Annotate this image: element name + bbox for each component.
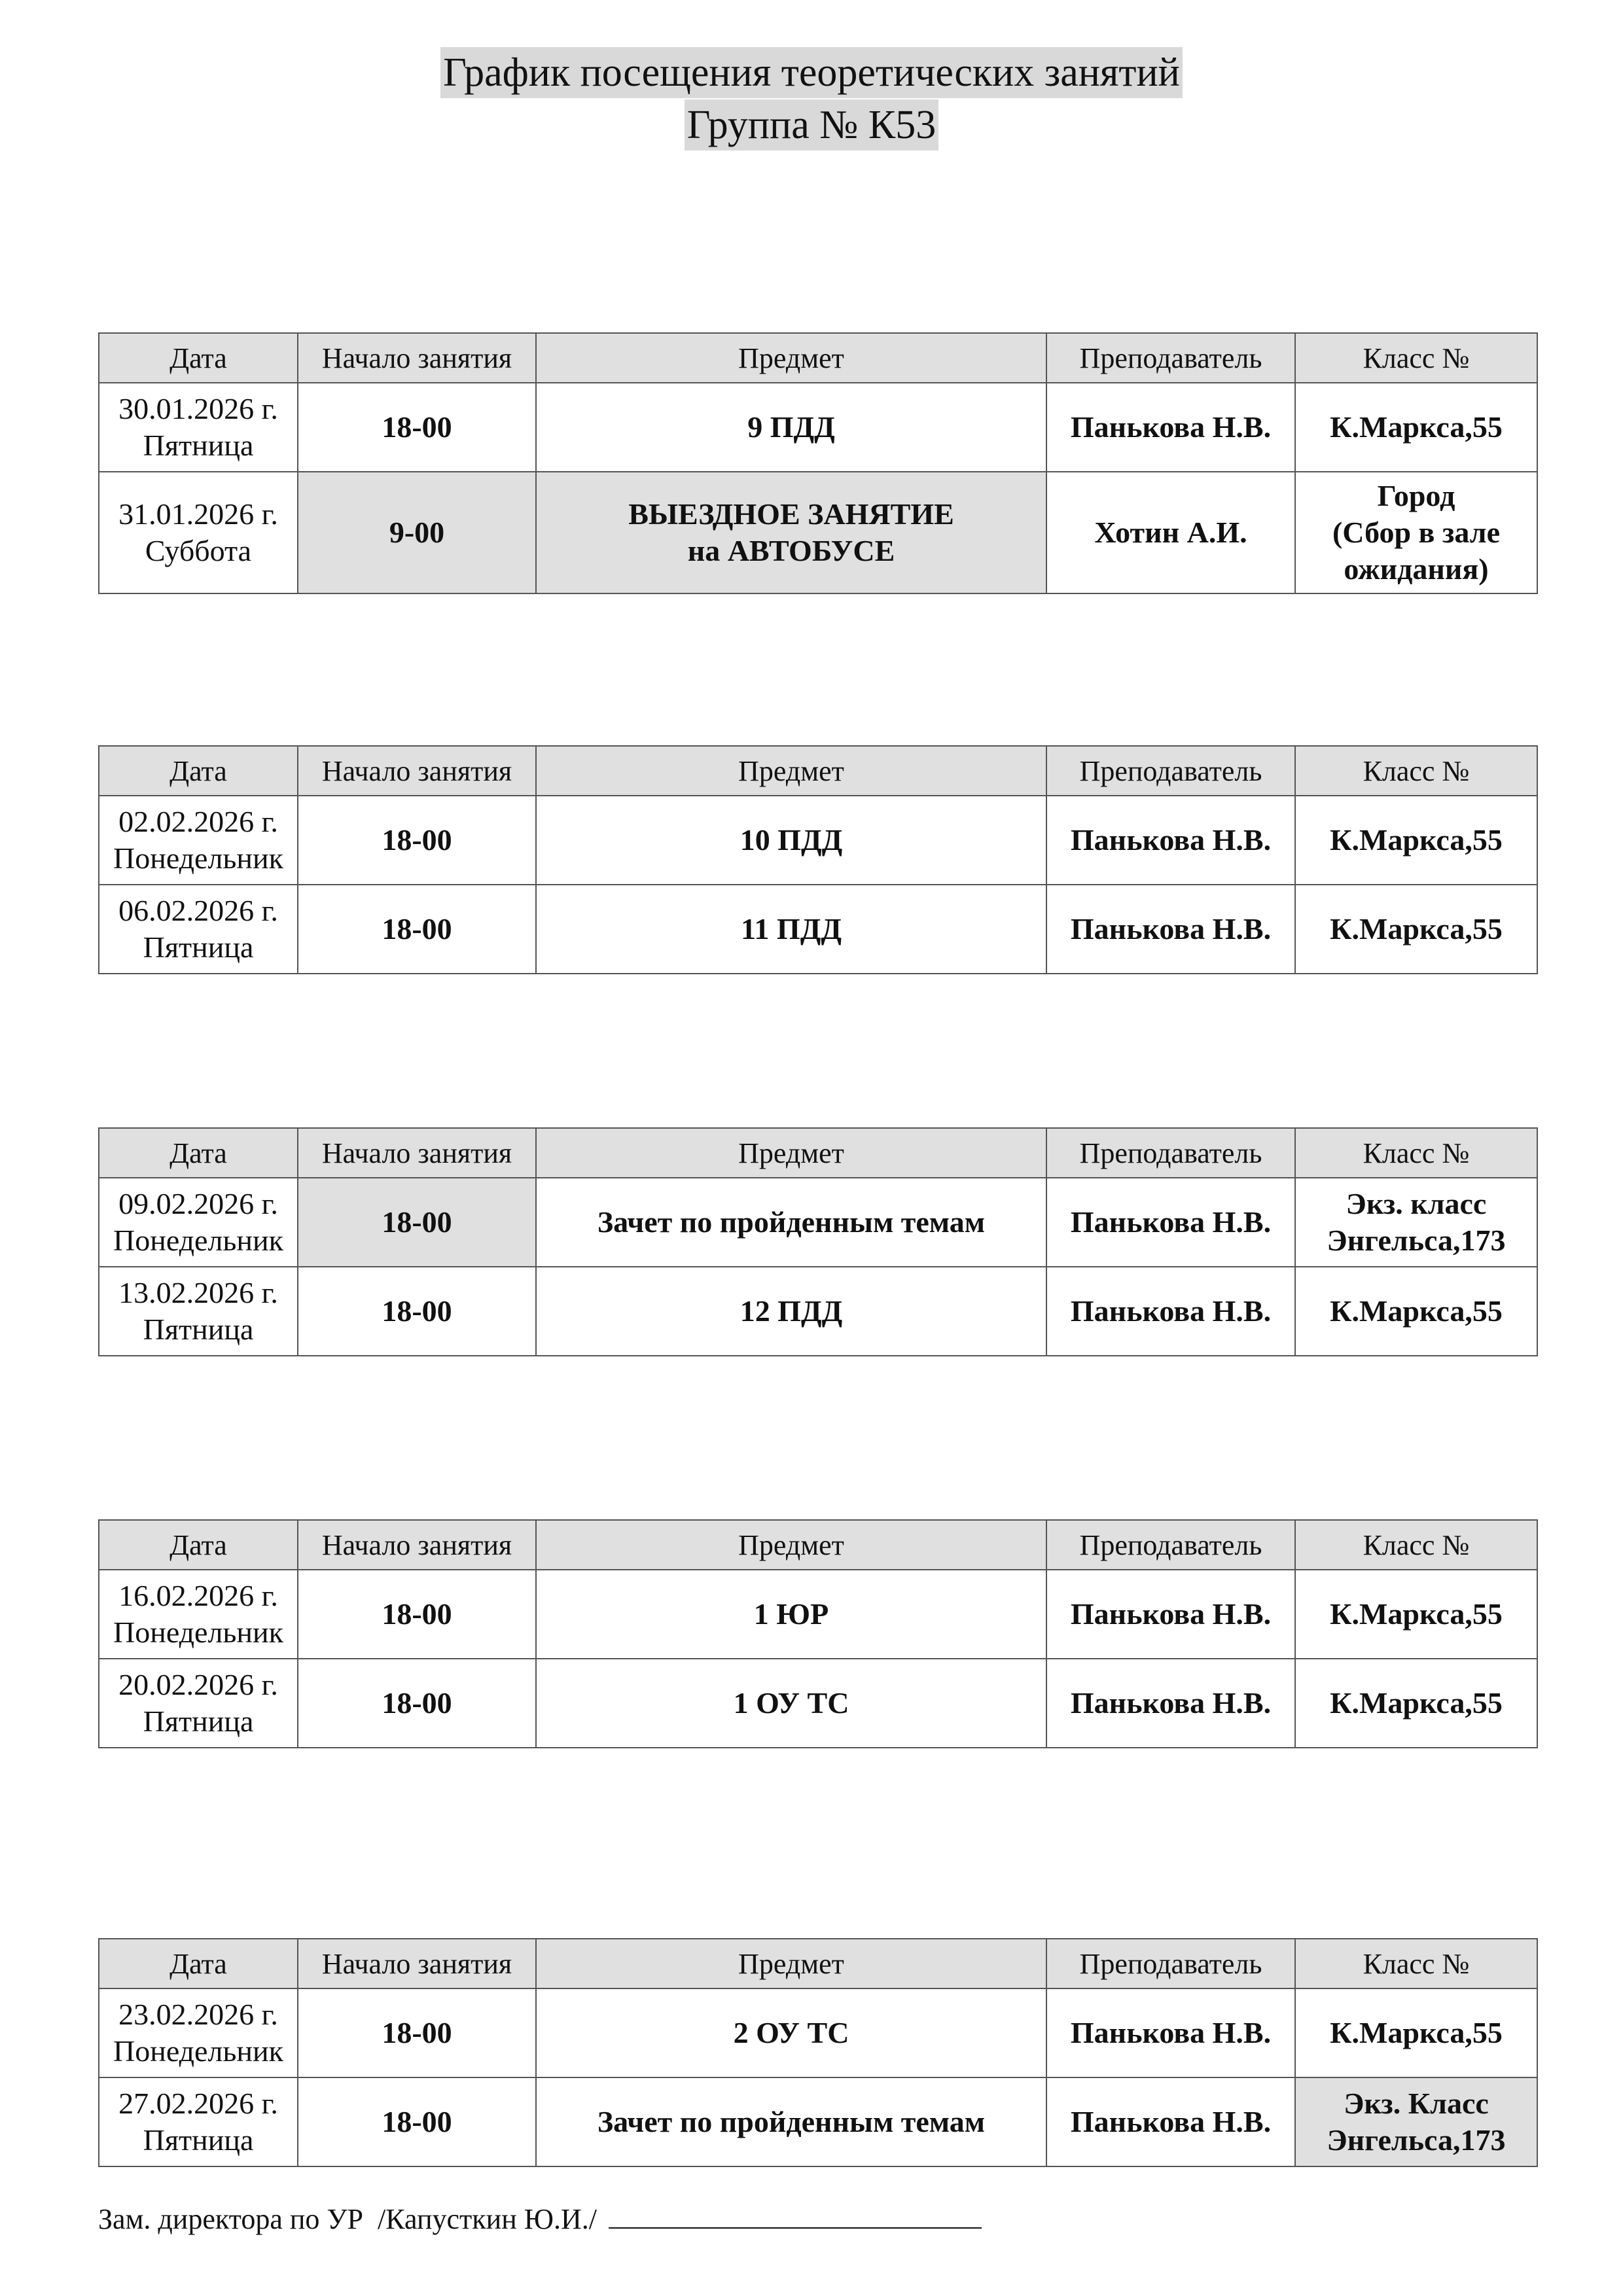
teacher-cell: Панькова Н.В. — [1046, 383, 1295, 472]
schedule-table-2 — [98, 745, 1538, 974]
subject-cell: 12 ПДД — [536, 1267, 1046, 1356]
table-row — [99, 472, 1537, 593]
signature-footer — [98, 2199, 982, 2238]
header-teacher: Преподаватель — [1046, 333, 1295, 383]
table-row — [99, 1267, 1537, 1356]
start-cell: 18-00 — [298, 383, 536, 472]
start-cell: 18-00 — [298, 885, 536, 974]
document-title — [0, 47, 1623, 152]
date-cell: 16.02.2026 г. Понедельник — [99, 1570, 298, 1659]
start-cell: 18-00 — [298, 1178, 536, 1267]
title-line-1: График посещения теоретических занятий — [440, 47, 1183, 98]
date-cell: 06.02.2026 г. Пятница — [99, 885, 298, 974]
schedule-table-4 — [98, 1519, 1538, 1748]
header-subject: Предмет — [536, 746, 1046, 796]
teacher-cell: Панькова Н.В. — [1046, 1570, 1295, 1659]
header-room: Класс № — [1295, 1520, 1537, 1570]
date-cell: 23.02.2026 г. Понедельник — [99, 1988, 298, 2077]
date-cell: 27.02.2026 г. Пятница — [99, 2077, 298, 2166]
teacher-cell: Хотин А.И. — [1046, 472, 1295, 593]
header-room: Класс № — [1295, 1939, 1537, 1988]
subject-cell: ВЫЕЗДНОЕ ЗАНЯТИЕ на АВТОБУСЕ — [536, 472, 1046, 593]
room-cell: К.Маркса,55 — [1295, 1988, 1537, 2077]
header-date: Дата — [99, 1128, 298, 1178]
start-cell: 18-00 — [298, 1267, 536, 1356]
header-date: Дата — [99, 333, 298, 383]
header-teacher: Преподаватель — [1046, 746, 1295, 796]
table-row — [99, 1570, 1537, 1659]
room-cell: Город (Сбор в зале ожидания) — [1295, 472, 1537, 593]
header-subject: Предмет — [536, 1939, 1046, 1988]
title-line-2: Группа № К53 — [685, 99, 939, 150]
room-cell: Экз. класс Энгельса,173 — [1295, 1178, 1537, 1267]
date-cell: 30.01.2026 г. Пятница — [99, 383, 298, 472]
date-cell: 31.01.2026 г. Суббота — [99, 472, 298, 593]
subject-cell: Зачет по пройденным темам — [536, 1178, 1046, 1267]
room-cell: К.Маркса,55 — [1295, 796, 1537, 885]
start-cell: 18-00 — [298, 1659, 536, 1748]
header-start: Начало занятия — [298, 1520, 536, 1570]
header-teacher: Преподаватель — [1046, 1939, 1295, 1988]
table-row — [99, 796, 1537, 885]
subject-cell: 1 ЮР — [536, 1570, 1046, 1659]
table-header-row — [99, 1128, 1537, 1178]
room-cell: К.Маркса,55 — [1295, 885, 1537, 974]
teacher-cell: Панькова Н.В. — [1046, 1659, 1295, 1748]
start-cell: 18-00 — [298, 796, 536, 885]
header-start: Начало занятия — [298, 1939, 536, 1988]
date-cell: 20.02.2026 г. Пятница — [99, 1659, 298, 1748]
table-row — [99, 885, 1537, 974]
date-cell: 02.02.2026 г. Понедельник — [99, 796, 298, 885]
room-cell: К.Маркса,55 — [1295, 383, 1537, 472]
table-row — [99, 383, 1537, 472]
schedule-table-3 — [98, 1127, 1538, 1356]
table-header-row — [99, 746, 1537, 796]
room-cell: К.Маркса,55 — [1295, 1570, 1537, 1659]
table-row — [99, 2077, 1537, 2166]
date-cell: 09.02.2026 г. Понедельник — [99, 1178, 298, 1267]
header-start: Начало занятия — [298, 333, 536, 383]
subject-cell: 2 ОУ ТС — [536, 1988, 1046, 2077]
footer-text: Зам. директора по УР /Капусткин Ю.И./ — [98, 2203, 597, 2235]
teacher-cell: Панькова Н.В. — [1046, 885, 1295, 974]
signature-line — [609, 2199, 982, 2229]
table-header-row — [99, 333, 1537, 383]
start-cell: 18-00 — [298, 2077, 536, 2166]
start-cell: 9-00 — [298, 472, 536, 593]
subject-cell: 10 ПДД — [536, 796, 1046, 885]
header-teacher: Преподаватель — [1046, 1128, 1295, 1178]
teacher-cell: Панькова Н.В. — [1046, 1267, 1295, 1356]
subject-cell: 11 ПДД — [536, 885, 1046, 974]
table-row — [99, 1178, 1537, 1267]
header-teacher: Преподаватель — [1046, 1520, 1295, 1570]
subject-cell: 9 ПДД — [536, 383, 1046, 472]
header-start: Начало занятия — [298, 746, 536, 796]
header-start: Начало занятия — [298, 1128, 536, 1178]
schedule-table-1 — [98, 332, 1538, 594]
date-cell: 13.02.2026 г. Пятница — [99, 1267, 298, 1356]
table-header-row — [99, 1939, 1537, 1988]
header-date: Дата — [99, 746, 298, 796]
header-subject: Предмет — [536, 1520, 1046, 1570]
table-row — [99, 1988, 1537, 2077]
header-date: Дата — [99, 1939, 298, 1988]
header-subject: Предмет — [536, 1128, 1046, 1178]
subject-cell: 1 ОУ ТС — [536, 1659, 1046, 1748]
table-row — [99, 1659, 1537, 1748]
teacher-cell: Панькова Н.В. — [1046, 2077, 1295, 2166]
subject-cell: Зачет по пройденным темам — [536, 2077, 1046, 2166]
header-room: Класс № — [1295, 333, 1537, 383]
room-cell: К.Маркса,55 — [1295, 1659, 1537, 1748]
header-date: Дата — [99, 1520, 298, 1570]
header-room: Класс № — [1295, 1128, 1537, 1178]
header-subject: Предмет — [536, 333, 1046, 383]
room-cell: Экз. Класс Энгельса,173 — [1295, 2077, 1537, 2166]
teacher-cell: Панькова Н.В. — [1046, 796, 1295, 885]
schedule-table-5 — [98, 1938, 1538, 2167]
teacher-cell: Панькова Н.В. — [1046, 1988, 1295, 2077]
header-room: Класс № — [1295, 746, 1537, 796]
table-header-row — [99, 1520, 1537, 1570]
start-cell: 18-00 — [298, 1570, 536, 1659]
room-cell: К.Маркса,55 — [1295, 1267, 1537, 1356]
teacher-cell: Панькова Н.В. — [1046, 1178, 1295, 1267]
start-cell: 18-00 — [298, 1988, 536, 2077]
